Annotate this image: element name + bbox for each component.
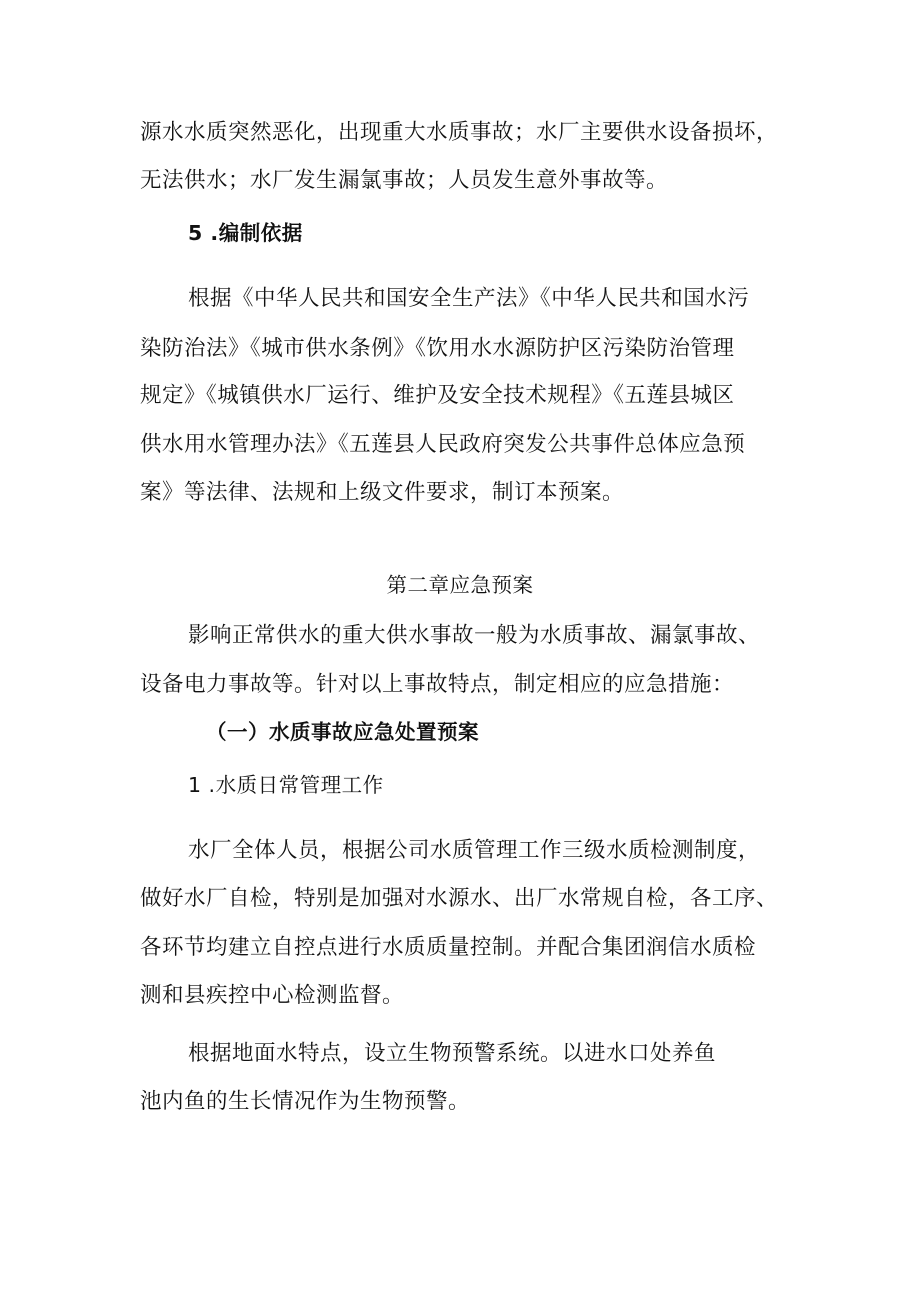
para-basis-line-5: 案》等法律、法规和上级文件要求，制订本预案。: [140, 480, 625, 505]
para-bio-line-1: 根据地面水特点，设立生物预警系统。以进水口处养鱼: [188, 1041, 717, 1066]
para-chapter2-line-1: 影响正常供水的重大供水事故一般为水质事故、漏氯事故、: [188, 623, 761, 648]
para-intro-line-2: 无法供水；水厂发生漏氯事故；人员发生意外事故等。: [140, 168, 669, 193]
section5-heading: 5 .编制依据: [188, 221, 303, 245]
para-item1-line-1: 水厂全体人员，根据公司水质管理工作三级水质检测制度，: [188, 838, 761, 863]
para-chapter2-line-2: 设备电力事故等。针对以上事故特点，制定相应的应急措施：: [140, 672, 735, 697]
para-basis-line-2: 染防治法》《城市供水条例》《饮用水水源防护区污染防治管理: [140, 336, 735, 361]
para-basis-line-3: 规定》《城镇供水厂运行、维护及安全技术规程》《五莲县城区: [140, 383, 735, 408]
chapter2-title: 第二章应急预案: [386, 573, 534, 597]
para-intro-line-1: 源水水质突然恶化，出现重大水质事故；水厂主要供水设备损坏，: [140, 120, 779, 145]
subsection1-heading: （一）水质事故应急处置预案: [206, 720, 479, 744]
item1-heading: 1 .水质日常管理工作: [188, 773, 384, 797]
para-basis-line-1: 根据《中华人民共和国安全生产法》《中华人民共和国水污: [188, 286, 750, 311]
para-basis-line-4: 供水用水管理办法》《五莲县人民政府突发公共事件总体应急预: [140, 432, 746, 457]
para-item1-line-4: 测和县疾控中心检测监督。: [140, 983, 405, 1008]
para-bio-line-2: 池内鱼的生长情况作为生物预警。: [140, 1089, 471, 1114]
para-item1-line-3: 各环节均建立自控点进行水质质量控制。并配合集团润信水质检: [140, 935, 757, 960]
para-item1-line-2: 做好水厂自检，特别是加强对水源水、出厂水常规自检，各工序、: [140, 886, 779, 911]
